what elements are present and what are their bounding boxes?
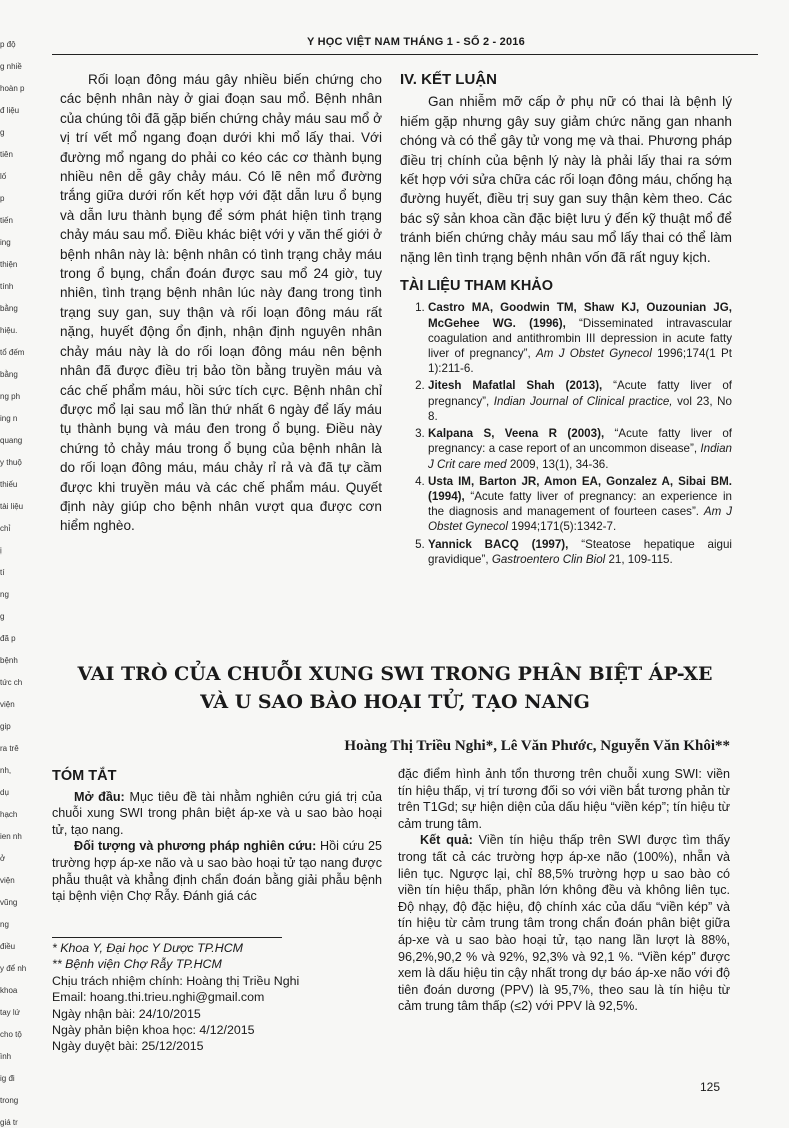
bleed-fragment: ien nh <box>0 832 22 841</box>
methods-text: Hồi cứu 25 trường hợp áp-xe não và u sao bào hoại tử tạo nang được phẫu thuật và khẳng định chẩn đoán bằng giải phẫu bệnh tại bệnh viện Chợ Rẫy. Đánh giá các <box>52 839 382 904</box>
reference-tail: 1996;174(1 Pt 1):211-6. <box>428 347 732 376</box>
bleed-fragment: bằng <box>0 304 18 313</box>
reference-tail: vol 23, No 8. <box>428 394 732 423</box>
reference-authors: Yannick BACQ (1997), <box>428 537 569 551</box>
bleed-fragment: ng <box>0 920 9 929</box>
abstract-intro <box>52 789 382 839</box>
reference-journal: Am J Obstet Gynecol <box>536 347 652 361</box>
article-authors: Hoàng Thị Triều Nghi*, Lê Văn Phước, Nguyễn Văn Khôi** <box>344 738 730 754</box>
bleed-fragment: gip <box>0 722 11 731</box>
methods-continued: đặc điểm hình ảnh tổn thương trên chuỗi xung SWI: viền tín hiệu thấp, vị trí tương đối so với viền bắt tương phản từ trên T1Gd; sự hiện diện của dấu hiệu “viền kép”; tín hiệu từ cảm trung tâm. <box>398 767 730 831</box>
results-label: Kết quả: <box>420 833 473 848</box>
bleed-fragment: tí <box>0 568 5 577</box>
email: Email: hoang.thi.trieu.nghi@gmail.com <box>52 990 265 1005</box>
reference-journal: Am J Obstet Gynecol <box>428 505 732 534</box>
reference-authors: Jitesh Mafatlal Shah (2013), <box>428 379 603 393</box>
reference-tail: 21, 109-115. <box>605 552 673 566</box>
affiliation-2: ** Bệnh viện Chợ Rẫy TP.HCM <box>52 957 222 972</box>
reference-list <box>400 300 732 566</box>
page-number: 125 <box>700 1080 721 1094</box>
right-column <box>400 70 732 569</box>
bleed-fragment: thiện <box>0 260 18 269</box>
corresponding-author: Chịu trách nhiệm chính: Hoàng thị Triều Nghi <box>52 973 300 988</box>
bleed-fragment: y để nh <box>0 964 27 973</box>
bleed-fragment: dụ <box>0 788 9 797</box>
references-heading: TÀI LIỆU THAM KHẢO <box>400 278 554 295</box>
bleed-fragment: p <box>0 194 5 203</box>
bleed-fragment: tài liệu <box>0 502 24 511</box>
bleed-fragment: ing n <box>0 414 18 423</box>
abstract-heading: TÓM TẮT <box>52 768 117 784</box>
reference-item <box>428 426 732 472</box>
bleed-fragment: trong <box>0 1096 19 1105</box>
reference-item <box>428 378 732 424</box>
review-date: Ngày phản biện khoa học: 4/12/2015 <box>52 1023 255 1038</box>
footnote-rule <box>52 937 282 938</box>
bleed-fragment: tính <box>0 282 14 291</box>
bleed-fragment: y thuộ <box>0 458 22 467</box>
article-title <box>60 660 730 716</box>
bleed-fragment: vũng <box>0 898 18 907</box>
reference-title: “Acute fatty liver of pregnancy”, <box>428 379 732 408</box>
reference-item <box>428 474 732 535</box>
bleed-fragment: g <box>0 128 5 137</box>
bleed-fragment: lố <box>0 172 7 181</box>
reference-item <box>428 300 732 376</box>
bleed-fragment: ị <box>0 546 2 555</box>
bleed-fragment: tay lứ <box>0 1008 21 1017</box>
reference-title: “Disseminated intravascular coagulation and antithrombin III depression in acute fatty liver of pregnancy”, <box>428 316 732 361</box>
results-text: Viền tín hiệu thấp trên SWI được tìm thấy trong tất cả các trường hợp áp-xe não (100%), nhẵn và liên tục. Ngược lại, chỉ 88,5% trường hợp u sao bào có viền tín hiệu thấp, phần lớn không đều và không liên tục. Độ nhạy, độ đặc hiệu, độ chính xác của dấu “viền kép” và tín hiệu từ cảm trung tâm trong chẩn đoán phân biệt giữa áp-xe và u sao bào hoại tử, tạo nang lần lượt là 88%, 96,2%,90,2 % và 92%, 92,3% và 92,1 %. “Viền kép” được xem là dấu hiệu tin cậy nhất trong dự báo áp-xe não với độ tiên đoán dương (PPV) là 95,7%, theo sau là tín hiệu từ cảm trung tâm thấp (≤2) với PPV là 92,5%. <box>398 833 730 1014</box>
conclusion-heading: IV. KẾT LUẬN <box>400 71 497 88</box>
reference-title: “Acute fatty liver of pregnancy: an experience in the diagnosis and management of fourteen cases”. <box>428 489 732 519</box>
bleed-fragment: quang <box>0 436 23 445</box>
bleed-fragment: ng <box>0 590 9 599</box>
bleed-fragment: ình <box>0 1052 12 1061</box>
header-rule <box>52 54 758 55</box>
abstract-left <box>52 768 382 905</box>
reference-journal: Gastroentero Clin Biol <box>491 552 606 566</box>
bleed-fragment: nh, <box>0 766 12 775</box>
left-column <box>60 70 382 536</box>
reference-journal: Indian Journal of Clinical practice, <box>493 394 673 408</box>
accepted-date: Ngày duyệt bài: 25/12/2015 <box>52 1039 204 1054</box>
bleed-fragment: chỉ <box>0 524 11 533</box>
reference-tail: 1994;171(5):1342-7. <box>507 520 617 534</box>
reference-title: “Acute fatty liver of pregnancy: a case report of an uncommon disease”, <box>428 427 732 456</box>
abstract-methods <box>52 838 382 904</box>
bleed-fragment: ing <box>0 238 11 247</box>
bleed-fragment: cho tộ <box>0 1030 22 1039</box>
article-title-line-1: VAI TRÒ CỦA CHUỖI XUNG SWI TRONG PHÂN BIỆT ÁP-XE <box>77 663 713 685</box>
bleed-fragment: khoa <box>0 986 18 995</box>
affiliation-1: * Khoa Y, Đại học Y Dược TP.HCM <box>52 941 243 955</box>
bleed-fragment: ng ph <box>0 392 21 401</box>
bleed-fragment: ig đi <box>0 1074 15 1083</box>
reference-authors: Usta IM, Barton JR, Amon EA, Gonzalez A, Sibai BM. (1994), <box>428 474 732 503</box>
bleed-fragment: tiên <box>0 150 13 159</box>
bleed-fragment: bệnh <box>0 656 18 665</box>
reference-authors: Castro MA, Goodwin TM, Shaw KJ, Ouzounian JG, McGehee WG. (1996), <box>428 301 732 330</box>
bleed-fragment: g nhiề <box>0 62 22 71</box>
methods-label: Đối tượng và phương pháp nghiên cứu: <box>74 839 317 854</box>
discussion-paragraph: Rối loạn đông máu gây nhiều biến chứng cho các bệnh nhân này ở giai đoạn sau mổ. Bệnh nhân của chúng tôi đã gặp biến chứng chảy máu sau mổ ở vị trí vết mổ ngang đoạn dưới khi mổ lấy thai. Với đường mổ ngang do phải co kéo các cơ thành bụng nhiều nên dễ gây chảy máu. Có lẽ nên mổ đường trắng giữa dưới rốn kết hợp với đặt dẫn lưu ổ bụng và dẫn lưu thành bụng để sớm phát hiện tình trạng chảy máu sau mổ. Điều khác biệt với y văn thế giới ở bệnh nhân này là: bệnh nhân có tình trạng chảy máu trong ổ bụng, chẩn đoán được sau mổ 24 giờ, tuy nhiên, tình trạng bệnh nhân lúc này đang trong tình trạng suy gan, suy thận và rối loạn đông máu rất nặng, huyết động ổn định, nhận định nguyên nhân chảy máu này là do rối loạn đông máu nên bệnh nhân đã được điều trị bảo tồn bằng truyền máu và các chế phẩm máu, hồi sức tích cực. Bệnh nhân chỉ được mổ lại sau mổ lần thứ nhất 6 ngày để lấy máu tụ thành bụng và máu đen trong ổ bụng. Điều này chứng tỏ chảy máu trong ổ bụng của bệnh nhân là do rối loạn đông máu, máu chảy rỉ rả và đã tự cầm được khi truyền máu và các chế phẩm máu. Quyết định này giúp cho bệnh nhân vượt qua được cơn hiểm nghèo. <box>60 72 382 534</box>
bleed-fragment: đ liệu <box>0 106 20 115</box>
bleed-fragment: thiếu <box>0 480 18 489</box>
intro-text: Mục tiêu đề tài nhằm nghiên cứu giá trị của chuỗi xung SWI trong phân biệt áp-xe và u sao bào hoại tử, tạo nang. <box>52 789 382 837</box>
bleed-fragment: tức ch <box>0 678 23 687</box>
abstract-right <box>398 766 730 1015</box>
bleed-fragment: giá tr <box>0 1118 18 1127</box>
bleed-fragment: ở <box>0 854 6 863</box>
footnotes <box>52 940 392 1055</box>
bleed-fragment: hiệu. <box>0 326 18 335</box>
bleed-fragment: bằng <box>0 370 18 379</box>
reference-tail: 2009, 13(1), 34-36. <box>506 457 609 471</box>
bleed-fragment: viện <box>0 700 15 709</box>
conclusion-paragraph: Gan nhiễm mỡ cấp ở phụ nữ có thai là bệnh lý hiếm gặp nhưng gây suy giảm chức năng gan nhanh chóng và có thể gây tử vong mẹ và thai. Phương pháp điều trị chính của bệnh lý này là phải lấy thai ra sớm kết hợp với sửa chữa các rối loạn đông máu, chống hạ đường huyết, điều trị suy gan suy thận kèm theo. Các bác sỹ sản khoa cần đặc biệt lưu ý đến kỹ thuật mổ để tránh biến chứng chảy máu sau mổ lấy thai có thể làm nặng lên tình trạng bệnh nhân vốn đã rất nguy kịch. <box>400 94 732 265</box>
bleed-fragment: p độ <box>0 40 16 49</box>
bleed-fragment: điều <box>0 942 16 951</box>
reference-title: “Steatose hepatique aigui gravidique”, <box>428 537 732 566</box>
reference-journal: Indian J Crit care med <box>428 442 732 471</box>
abstract-results <box>398 832 730 1015</box>
running-header: Y HỌC VIỆT NAM THÁNG 1 - SỐ 2 - 2016 <box>307 36 525 48</box>
bleed-fragment: tổ đếm <box>0 348 25 357</box>
bleed-fragment: đã p <box>0 634 16 643</box>
bleed-fragment: hoàn p <box>0 84 25 93</box>
received-date: Ngày nhận bài: 24/10/2015 <box>52 1006 201 1021</box>
bleed-fragment: hạch <box>0 810 18 819</box>
bleed-through-margin <box>0 40 30 1127</box>
reference-authors: Kalpana S, Veena R (2003), <box>428 427 605 441</box>
bleed-fragment: g <box>0 612 5 621</box>
article-title-line-2: VÀ U SAO BÀO HOẠI TỬ, TẠO NANG <box>200 691 590 713</box>
reference-item <box>428 537 732 567</box>
intro-label: Mở đầu: <box>74 789 125 804</box>
bleed-fragment: tiến <box>0 216 13 225</box>
bleed-fragment: ra trê <box>0 744 19 753</box>
bleed-fragment: viện <box>0 876 15 885</box>
